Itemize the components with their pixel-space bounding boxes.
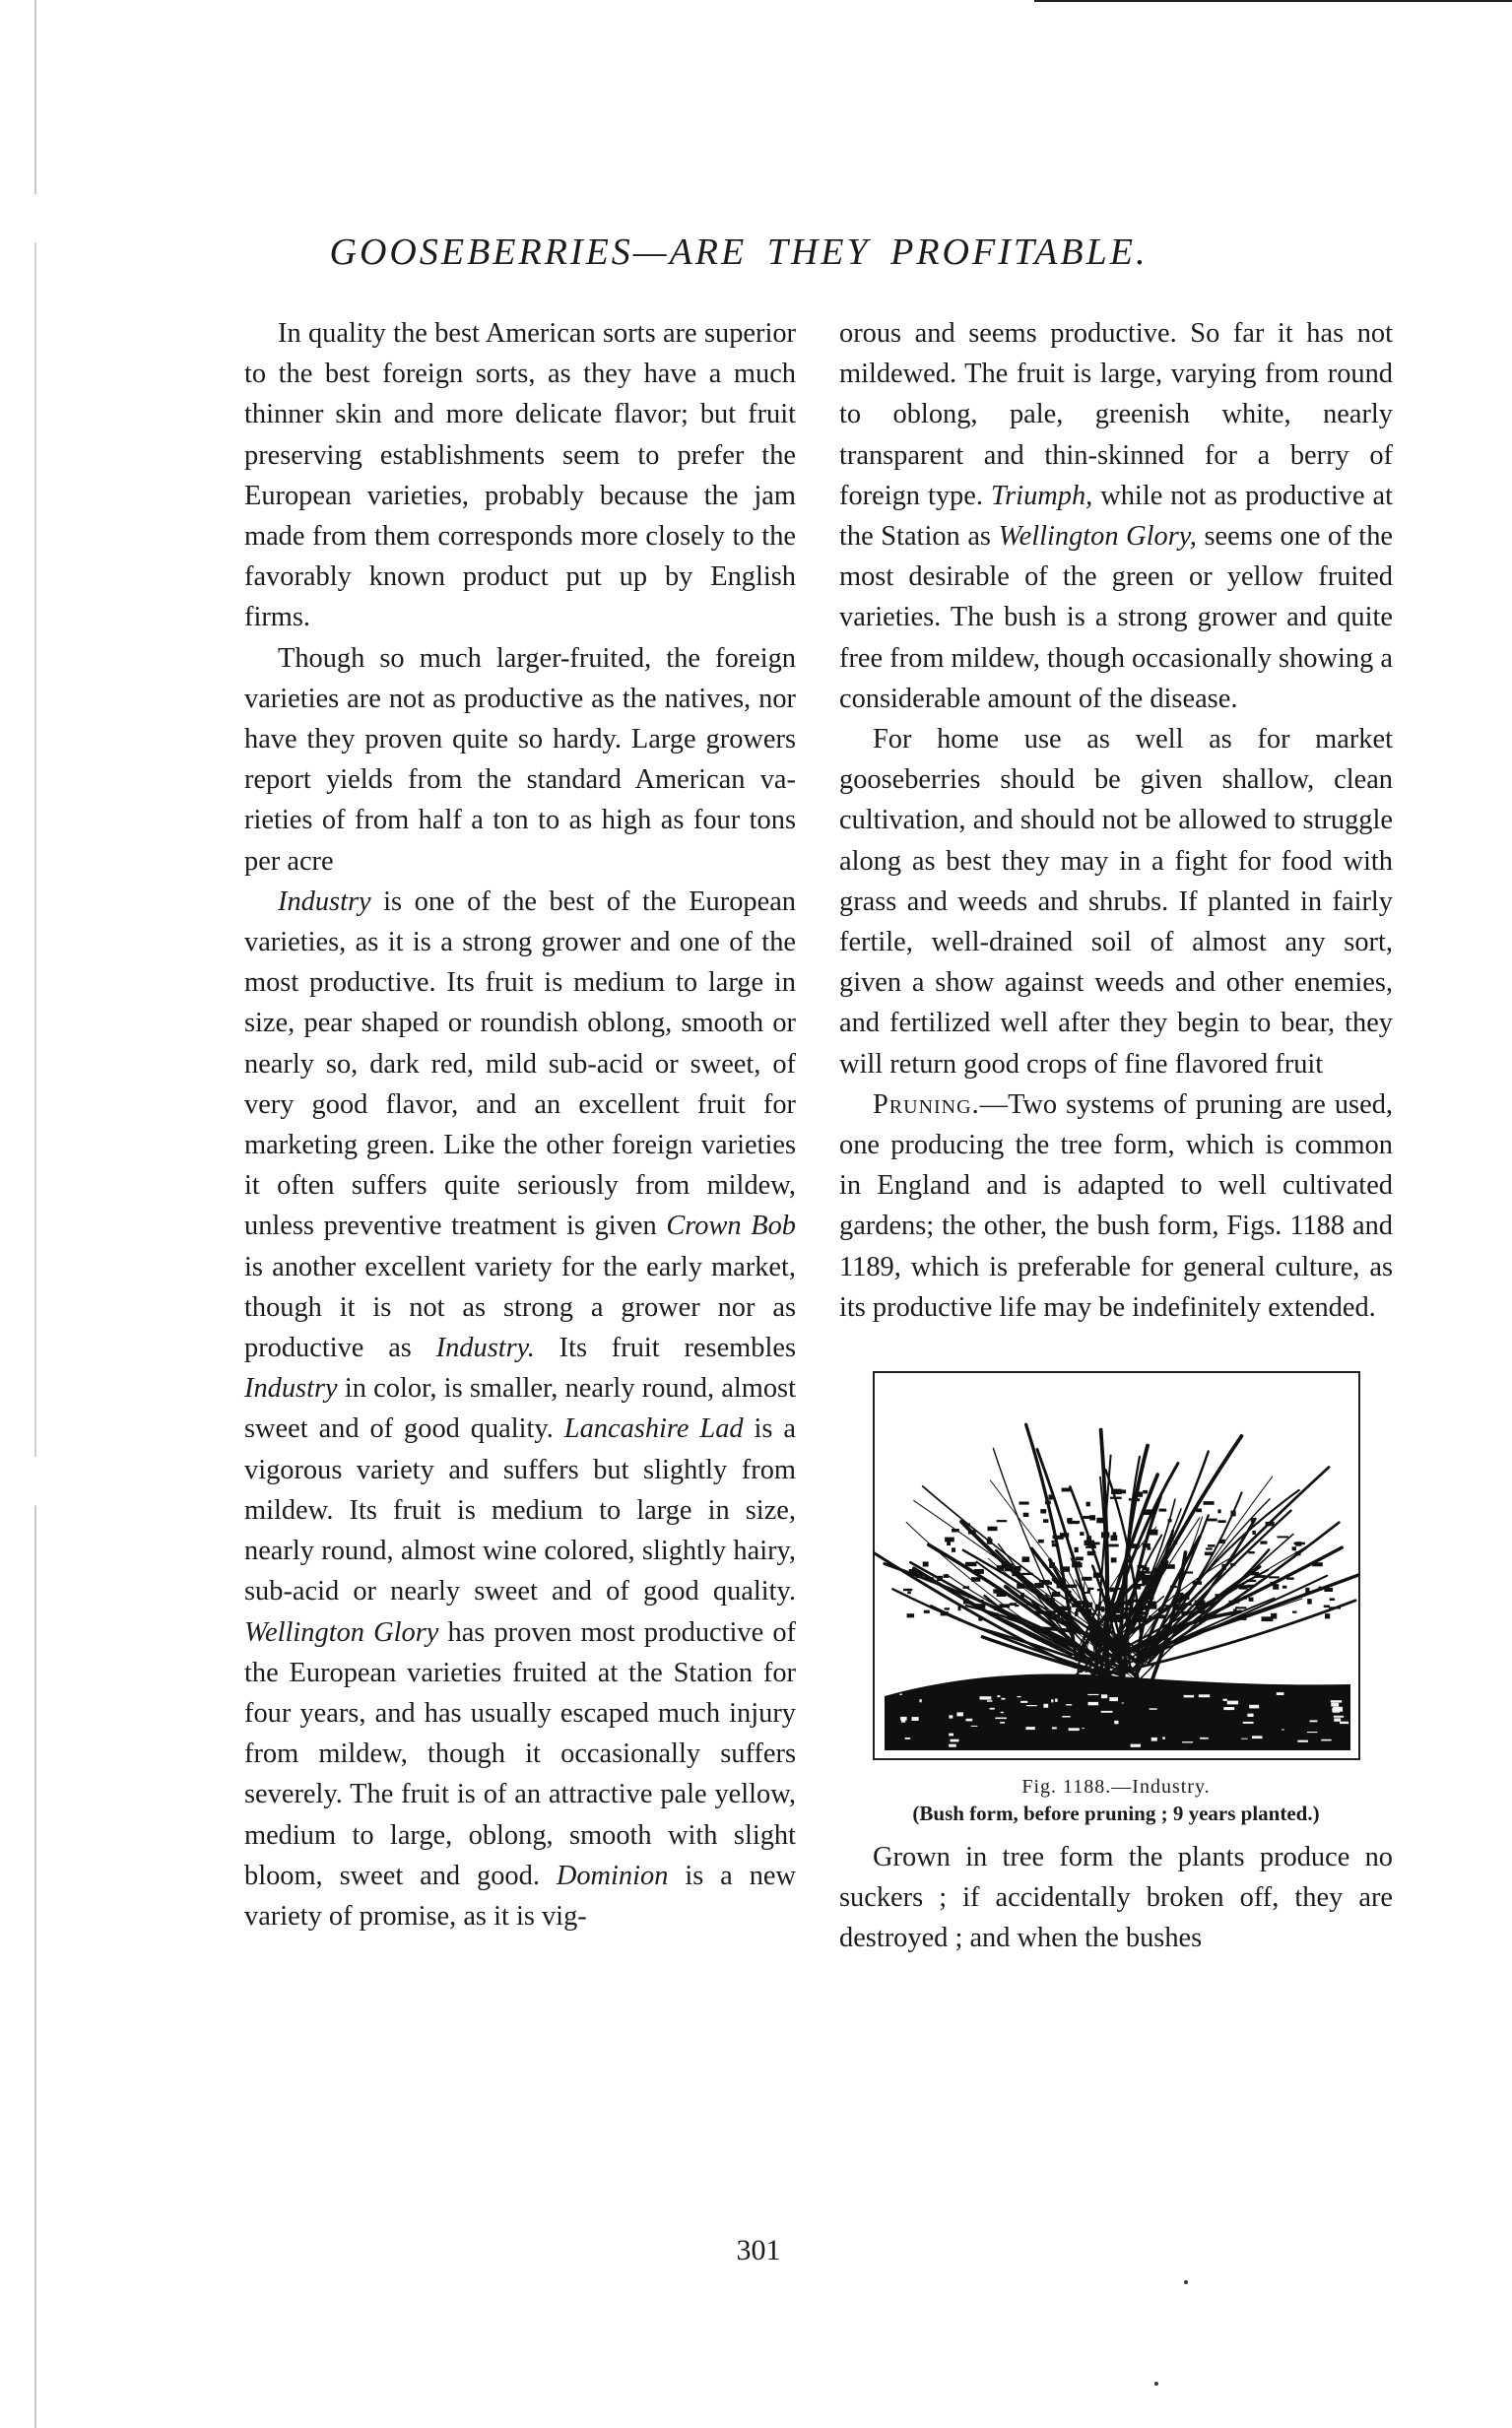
ground-speck [1282, 1730, 1284, 1731]
bush-twig [1217, 1510, 1219, 1513]
left-paragraph-1: In quality the best American sorts are superior to the best foreign sorts, as they have a much thinner skin and more delicate flavor; but fruit preserving establishments seem to prefer the European varieties, probably because the jam made from them corresponds more closely to the favorably known product put up by English firms. [244, 318, 796, 633]
variety-name: Industry [278, 886, 371, 917]
bush-twig [1295, 1542, 1300, 1546]
ground-speck [1249, 1705, 1259, 1709]
ground-speck [1043, 1704, 1048, 1708]
bush-twig [1195, 1601, 1205, 1605]
bush-twig [1185, 1604, 1191, 1606]
bush-twig [1179, 1596, 1188, 1600]
ground-speck [1020, 1701, 1027, 1703]
bush-twig [1278, 1537, 1288, 1538]
bush-twig [963, 1599, 968, 1604]
bush-twig [1129, 1544, 1139, 1548]
bush-twig [1155, 1615, 1164, 1618]
ground-speck [1101, 1694, 1107, 1698]
bush-twig [1269, 1577, 1279, 1578]
bush-twig [1153, 1583, 1156, 1584]
bush-twig [1221, 1564, 1224, 1569]
ground-speck [1331, 1703, 1339, 1707]
bush-twig [1052, 1544, 1057, 1546]
bush-twig [1198, 1608, 1205, 1612]
ground-speck [1000, 1712, 1003, 1713]
bush-twig [1117, 1490, 1125, 1493]
ground-speck [1226, 1701, 1237, 1705]
bush-twig [1108, 1544, 1117, 1546]
bush-twig [1286, 1578, 1293, 1579]
bush-twig [1053, 1536, 1056, 1539]
bush-twig [1312, 1563, 1322, 1566]
bush-twig [1038, 1540, 1043, 1542]
bush-twig [971, 1578, 979, 1582]
bush-twig [1270, 1582, 1275, 1585]
bush-twig [1068, 1599, 1076, 1601]
scan-speck [1184, 2280, 1188, 2284]
ground-speck [1162, 1737, 1165, 1739]
bush-twig [1127, 1559, 1131, 1562]
bush-twig [1049, 1563, 1054, 1568]
bush-twig [1217, 1521, 1224, 1523]
ground-speck [1062, 1716, 1070, 1718]
bush-twig [963, 1587, 969, 1589]
bush-twig [1057, 1586, 1067, 1588]
bush-twig [1085, 1609, 1090, 1613]
bush-twig [1239, 1586, 1247, 1589]
bush-twig [1072, 1604, 1080, 1607]
right-paragraph-3: Pruning.—Two systems of pruning are used, one producing the tree form, which is common in England and is adapted to well cultivated gardens; the other, the bush form, Figs. 1188 and 1189, which is preferable for general culture, as its productive life may be indefinitely extended. [839, 1088, 1393, 1323]
ground-speck [970, 1726, 977, 1727]
figure-1188 [839, 1371, 1393, 1827]
bush-twig [1260, 1542, 1266, 1543]
ground-speck [1223, 1707, 1234, 1710]
running-head: GOOSEBERRIES—ARE THEY PROFITABLE. [329, 231, 1149, 273]
ground-speck [1182, 1741, 1193, 1742]
bush-twig [1060, 1567, 1069, 1571]
bush-twig [1229, 1601, 1239, 1603]
page-number: 301 [736, 2234, 781, 2266]
bush-twig [1096, 1518, 1103, 1523]
bush-twig [1149, 1616, 1150, 1618]
bush-twig [1065, 1585, 1076, 1588]
bush-twig [1075, 1547, 1078, 1551]
bush-twig [968, 1531, 975, 1534]
bush-twig [975, 1605, 985, 1608]
bush-twig [1134, 1499, 1139, 1501]
ground-speck [989, 1708, 994, 1710]
ground-speck [949, 1734, 953, 1737]
ground-speck [1332, 1711, 1339, 1713]
ground-speck [1025, 1727, 1034, 1730]
ground-speck [1307, 1732, 1317, 1733]
left-paragraph-2: Though so much larger-fruited, the foreign varieties are not as productive as the natives, nor have they proven quite so hardy. Large growers report yields from the standard American varieties of from half a ton to as high as four tons per acre [244, 642, 796, 877]
bush-twig [1109, 1611, 1119, 1613]
bush-twig [1083, 1516, 1091, 1518]
bush-twig [1216, 1595, 1218, 1599]
bush-twig [994, 1608, 1001, 1609]
ground-speck [997, 1695, 1000, 1697]
bush-twig [1148, 1605, 1155, 1608]
bush-twig [1101, 1533, 1108, 1538]
variety-name: Crown Bob [666, 1211, 796, 1242]
scan-edge-top [1034, 0, 1512, 2]
bush-twig [1086, 1537, 1090, 1541]
ground-speck [949, 1715, 953, 1718]
variety-name: Lancashire Lad [563, 1413, 744, 1445]
bush-twig [1170, 1586, 1176, 1587]
ground-speck [1068, 1728, 1079, 1731]
bush-twig [1113, 1588, 1121, 1589]
bush-twig [1039, 1581, 1049, 1583]
bush-twig [1255, 1576, 1265, 1578]
ground-speck [1252, 1736, 1263, 1739]
bush-twig [1184, 1572, 1192, 1573]
bush-twig [1126, 1608, 1135, 1610]
ground-speck [1333, 1716, 1343, 1718]
bush-twig [1134, 1492, 1142, 1496]
bush-twig [1282, 1586, 1286, 1588]
bush-twig [1046, 1611, 1055, 1613]
bush-twig [1111, 1558, 1116, 1562]
bush-twig [1040, 1510, 1045, 1513]
bush-twig [1082, 1577, 1091, 1580]
bush-twig [924, 1610, 929, 1612]
ground-speck [950, 1739, 958, 1742]
bush-twig [1248, 1552, 1254, 1553]
bush-twig [1307, 1600, 1311, 1605]
bush-twig [965, 1562, 976, 1565]
ground-speck [995, 1718, 1007, 1720]
bush-twig [1181, 1611, 1186, 1614]
variety-name: Wellington Glory, [998, 521, 1197, 553]
bush-twig [1244, 1596, 1246, 1599]
bush-twig [1085, 1541, 1094, 1545]
figure-subcaption: (Bush form, before pruning ; 9 years planted.) [912, 1802, 1320, 1826]
ground-speck [979, 1696, 991, 1699]
variety-name: Triumph, [990, 480, 1093, 511]
right-paragraph-4: Grown in tree form the plants produce no suckers ; if accidentally broken off, they are destroyed ; and when the bushes [839, 1842, 1393, 1954]
bush-twig [1138, 1565, 1147, 1567]
bush-twig [1330, 1599, 1334, 1601]
ground-speck [1109, 1697, 1118, 1701]
ground-speck [1051, 1727, 1056, 1729]
bush-twig [945, 1608, 949, 1609]
bush-twig [1247, 1585, 1253, 1587]
bush-twig [1208, 1545, 1214, 1547]
ground-speck [1340, 1722, 1348, 1724]
bush-twig [1162, 1606, 1168, 1607]
left-column [244, 313, 796, 1936]
bush-twig [1052, 1592, 1059, 1596]
bush-twig [1047, 1599, 1054, 1600]
bush-twig [1206, 1548, 1212, 1549]
bush-twig [1295, 1552, 1300, 1555]
bush-twig [1140, 1616, 1145, 1619]
ground-speck [1066, 1704, 1072, 1705]
bush-twig [1012, 1571, 1017, 1576]
right-paragraph-2: For home use as well as for market gooseberries should be given shallow, clean cultivation, and should not be allowed to struggle along as best they may in a fight for food with grass and weeds and shrubs. If planted in fairly fertile, well-drained soil of almost any sort, given a show against weeds and other enemies, and fertilized well after they begin to bear, they will return good crops of fine flavored fruit [839, 724, 1393, 1080]
bush-twig [1063, 1612, 1068, 1617]
bush-twig [1065, 1591, 1071, 1594]
bush-twig [1043, 1520, 1047, 1523]
ground-speck [1055, 1699, 1058, 1702]
bush-twig [1021, 1573, 1032, 1574]
ground-speck [1242, 1722, 1253, 1724]
bush-twig [1196, 1509, 1201, 1512]
bush-twig [1073, 1562, 1080, 1566]
bush-twig [1103, 1615, 1112, 1620]
bush-twig [1230, 1564, 1234, 1566]
ground-speck [1333, 1707, 1343, 1710]
bush-twig [1319, 1587, 1321, 1590]
bush-twig [944, 1575, 949, 1578]
bush-twig [1137, 1606, 1148, 1609]
bush-twig [1163, 1565, 1174, 1569]
bush-twig [966, 1524, 969, 1526]
right-paragraph-1: orous and seems productive. So far it has not mildewed. The fruit is large, varying from round to oblong, pale, greenish white, nearly transparent and thin-skinned for a berry of foreign type. Triumph, while not as productive at the Station as Wellington Glory, seems one of the most desirable of the green or yellow fruited varieties. The bush is a strong grower and quite free from mildew, though occasionally showing a considerable amount of the disease. [839, 318, 1394, 714]
bush-twig [1159, 1509, 1166, 1511]
ground-speck [1149, 1708, 1156, 1710]
bush-twig [1128, 1601, 1132, 1606]
bush-twig [1158, 1608, 1165, 1610]
ground-speck [1198, 1694, 1209, 1697]
bush-twig [978, 1601, 982, 1603]
bush-twig [1085, 1546, 1095, 1547]
bush-twig [1205, 1552, 1213, 1555]
scan-edge-left [34, 0, 36, 2428]
ground-speck [1051, 1699, 1053, 1702]
ground-speck [1001, 1698, 1005, 1700]
bush-twig [1262, 1617, 1273, 1621]
bush-twig [1002, 1564, 1013, 1568]
ground-speck [1100, 1711, 1112, 1713]
ground-speck [1121, 1703, 1123, 1704]
bush-twig [1148, 1530, 1157, 1535]
ground-speck [1297, 1740, 1308, 1742]
bush-twig [1207, 1603, 1213, 1606]
ground-speck [911, 1717, 918, 1721]
ground-speck [901, 1721, 905, 1723]
ground-speck [1082, 1728, 1084, 1729]
variety-name: Dominion [556, 1860, 669, 1891]
bush-twig [1252, 1531, 1255, 1534]
bush-twig [1230, 1511, 1234, 1516]
bush-twig [1023, 1513, 1028, 1516]
bush-twig [1142, 1581, 1147, 1585]
bush-twig [1129, 1499, 1131, 1501]
bush-twig [1168, 1615, 1172, 1617]
bush-twig [1076, 1609, 1085, 1612]
bush-twig [1075, 1612, 1078, 1616]
left-paragraph-3: Industry is one of the best of the European varieties, as it is a strong grower and one of the most productive. Its fruit is medium to large in size, pear shaped or roundish oblong, smooth or nearly so, dark red, mild sub-acid or sweet, of very good flavor, and an excellent fruit for marketing green. Like the other foreign varieties it often suffers quite seriously from mildew, unless preventive treatment is given Crown Bob is another excellent variety for the early market, though it is not as strong a grower nor as productive as Industry. Its fruit resembles Industry in color, is smaller, nearly round, almost sweet and of good quality. Lancashire Lad is a vigorous variety and suffers but slightly from mildew. Its fruit is medium to large in size, nearly round, almost wine colored, slightly hairy, sub-acid or nearly sweet and of good quality. Wellington Glory has proven most productive of the European varieties fruited at the Station for four years, and has usually escaped much injury from mildew, though it occasionally suffers severely. The fruit is of an attractive pale yellow, medium to large, oblong, smooth with slight bloom, sweet and good. Dominion is a new variety of promise, as it is vig- [244, 886, 796, 1932]
bush-twig [1207, 1519, 1216, 1521]
bush-twig [1125, 1612, 1130, 1616]
bush-twig [997, 1521, 1007, 1522]
bush-twig [1026, 1587, 1029, 1589]
bush-twig [974, 1570, 983, 1574]
bush-twig [1143, 1510, 1150, 1515]
bush-twig [1168, 1520, 1171, 1522]
bush-twig [930, 1578, 933, 1581]
bush-twig [941, 1612, 948, 1615]
bush-twig [1015, 1606, 1018, 1607]
bush-twig [1083, 1603, 1091, 1608]
ground-speck [1321, 1739, 1332, 1741]
bush-twig [1193, 1582, 1202, 1585]
bush-twig [987, 1540, 992, 1544]
bush-twig [1266, 1522, 1274, 1525]
bush-twig [1292, 1547, 1295, 1550]
bush-twig [1138, 1585, 1145, 1586]
ground-speck [1334, 1718, 1341, 1721]
bush-twig [1114, 1616, 1124, 1618]
bush-twig [1067, 1519, 1071, 1523]
right-column [839, 313, 1393, 1959]
bush-twig [952, 1548, 954, 1552]
bush-twig [1035, 1611, 1045, 1613]
ground-speck [1309, 1720, 1317, 1722]
bush-twig [1174, 1607, 1182, 1609]
bush-twig [1143, 1572, 1153, 1573]
bush-twig [1143, 1543, 1150, 1547]
bush-twig [993, 1590, 1001, 1593]
bush-twig [1107, 1604, 1114, 1606]
bush-twig [1084, 1592, 1088, 1593]
ground-speck [899, 1694, 902, 1695]
ground-speck [1087, 1702, 1098, 1705]
figure-caption: Fig. 1188.—Industry. [1021, 1776, 1211, 1799]
bush-twig [1114, 1608, 1125, 1610]
bush-twig [1305, 1588, 1308, 1592]
bush-twig [1180, 1593, 1183, 1596]
ground-speck [1087, 1694, 1098, 1695]
bush-twig [1173, 1542, 1176, 1544]
bush-photograph [873, 1371, 1360, 1760]
bush-twig [1324, 1606, 1329, 1608]
variety-name: Industry. [435, 1333, 535, 1364]
bush-twig [1110, 1497, 1121, 1498]
ground-speck [1183, 1695, 1194, 1698]
bush-twig [907, 1614, 914, 1617]
bush-twig [1062, 1488, 1072, 1491]
ground-speck [986, 1700, 992, 1702]
bush-twig [1096, 1608, 1106, 1609]
bush-twig [1219, 1540, 1224, 1542]
bush-twig [1073, 1521, 1080, 1522]
ground-speck [1017, 1696, 1020, 1697]
bush-twig [1052, 1541, 1054, 1542]
bush-twig [1086, 1502, 1089, 1506]
bush-twig [1148, 1548, 1150, 1550]
bush-twig [1097, 1589, 1102, 1591]
bush-twig [990, 1613, 997, 1615]
ground-speck [900, 1717, 907, 1721]
bush-twig [923, 1562, 928, 1566]
ground-speck [1276, 1692, 1283, 1695]
bush-twig [1142, 1575, 1152, 1580]
ground-speck [919, 1699, 921, 1702]
variety-name: Industry [244, 1373, 338, 1405]
bush-twig [1076, 1557, 1083, 1560]
bush-twig [1251, 1572, 1258, 1575]
ground-speck [1222, 1699, 1226, 1701]
bush-twig [1049, 1495, 1052, 1499]
bush-twig [1054, 1614, 1059, 1616]
bush-twig [952, 1530, 958, 1533]
bush-twig [978, 1617, 981, 1621]
ground-speck [904, 1738, 910, 1739]
bush-twig [1237, 1617, 1246, 1620]
bush-twig [937, 1576, 942, 1580]
bush-twig [1233, 1609, 1236, 1612]
bush-twig [1246, 1580, 1255, 1581]
bush-twig [913, 1571, 915, 1575]
ground-speck [949, 1744, 956, 1747]
bush-twig [1008, 1614, 1011, 1616]
bush-twig [1015, 1567, 1020, 1571]
bush-twig [958, 1606, 960, 1610]
bush-twig [1249, 1598, 1253, 1601]
bush-twig [1080, 1533, 1083, 1536]
bush-twig [1324, 1588, 1332, 1591]
bush-twig [1095, 1605, 1100, 1608]
bush-twig [1087, 1551, 1095, 1554]
ground-speck [1114, 1721, 1118, 1725]
ground-speck [1330, 1700, 1341, 1702]
bush-twig [1325, 1614, 1329, 1618]
bush-twig [1047, 1601, 1053, 1606]
bush-twig [945, 1538, 953, 1542]
bush-twig [1017, 1584, 1023, 1588]
bush-twig [1117, 1602, 1127, 1604]
bush-twig [1088, 1588, 1093, 1589]
bush-twig [1113, 1533, 1116, 1537]
bush-twig [1093, 1573, 1101, 1578]
variety-name: Wellington Glory [244, 1616, 439, 1648]
bush-twig [907, 1592, 910, 1594]
bush-twig [1045, 1501, 1050, 1504]
bush-twig [1147, 1595, 1153, 1599]
bush-twig [1138, 1612, 1148, 1614]
ground-speck [965, 1719, 972, 1722]
bush-twig [1146, 1601, 1149, 1603]
bush-twig [1060, 1607, 1071, 1609]
section-head: Pruning. [873, 1088, 980, 1120]
bush-twig [1251, 1519, 1255, 1523]
bush-twig [1204, 1502, 1214, 1505]
bush-twig [1020, 1594, 1023, 1598]
bush-twig [988, 1527, 997, 1531]
scan-speck [1154, 2382, 1158, 2386]
bush-twig [999, 1605, 1009, 1608]
ground-speck [1000, 1722, 1005, 1724]
bush-twig [1022, 1557, 1029, 1562]
bush-twig [1292, 1611, 1296, 1612]
bush-twig [903, 1589, 911, 1590]
ground-speck [1150, 1738, 1156, 1741]
ground-speck [1130, 1744, 1140, 1747]
bush-twig [1019, 1502, 1028, 1504]
ground-speck [956, 1712, 963, 1716]
bush-twig [1026, 1604, 1031, 1605]
ground-speck [1026, 1705, 1037, 1706]
ground-speck [1247, 1714, 1253, 1717]
bush-twig [1034, 1584, 1043, 1588]
ground-speck [1200, 1738, 1209, 1739]
bush-twig [1143, 1490, 1147, 1493]
